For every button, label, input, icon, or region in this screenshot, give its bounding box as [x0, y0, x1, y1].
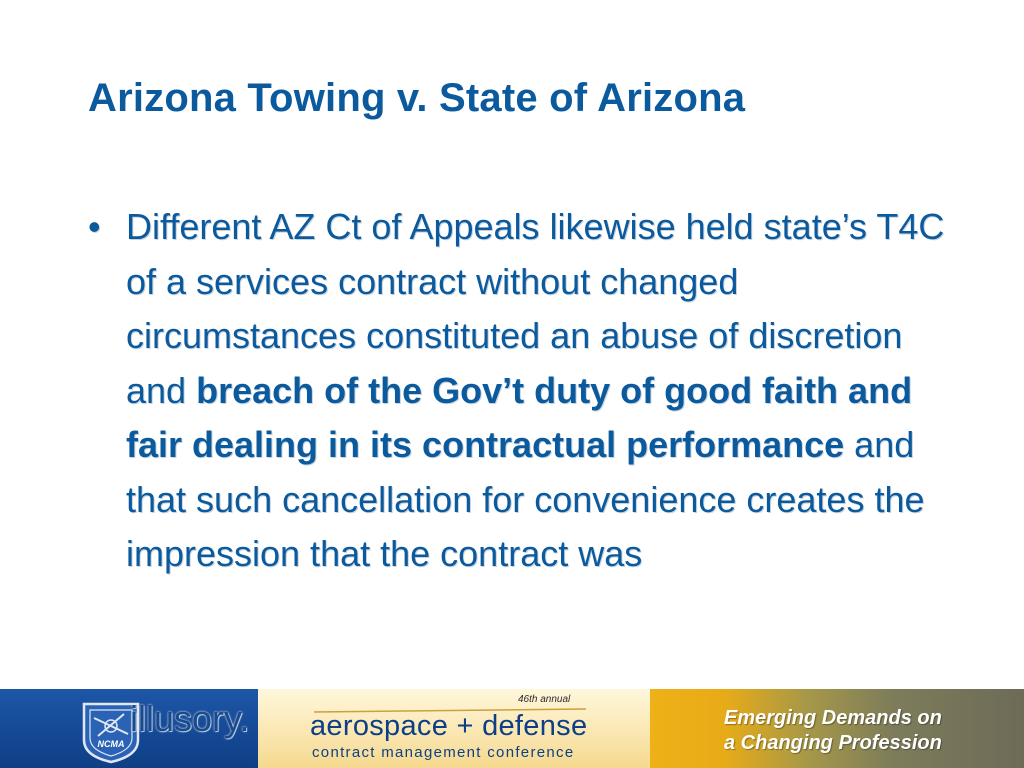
tagline-line-2: a Changing Profession: [724, 732, 942, 754]
bullet-text-continuation: and that such cancellation for convenience creates the impression that the contract was: [126, 424, 925, 574]
conference-subtitle: contract management conference: [312, 744, 575, 761]
bullet-text-bold: breach of the Gov’t duty of good faith and fair dealing in its contractual performance: [126, 369, 913, 465]
slide-body: [88, 200, 958, 582]
bullet-item: [88, 200, 958, 582]
bullet-paragraph: [126, 200, 958, 582]
slide-title: Arizona Towing v. State of Arizona: [88, 76, 746, 120]
bullet-marker: •: [88, 206, 101, 247]
tagline-line-1: Emerging Demands on: [724, 707, 942, 729]
bullet-text-overflow: illusory.: [130, 698, 250, 739]
bullet-text-intro: Different AZ Ct of Appeals likewise held state’s T4C of a services contract without changed circumstances constituted an abuse of discretion and: [126, 206, 945, 411]
footer-tagline: [724, 706, 942, 756]
conference-name: aerospace + defense: [310, 710, 588, 742]
conference-annual-label: 46th annual: [518, 694, 571, 705]
logo-text: NCMA: [97, 739, 125, 749]
